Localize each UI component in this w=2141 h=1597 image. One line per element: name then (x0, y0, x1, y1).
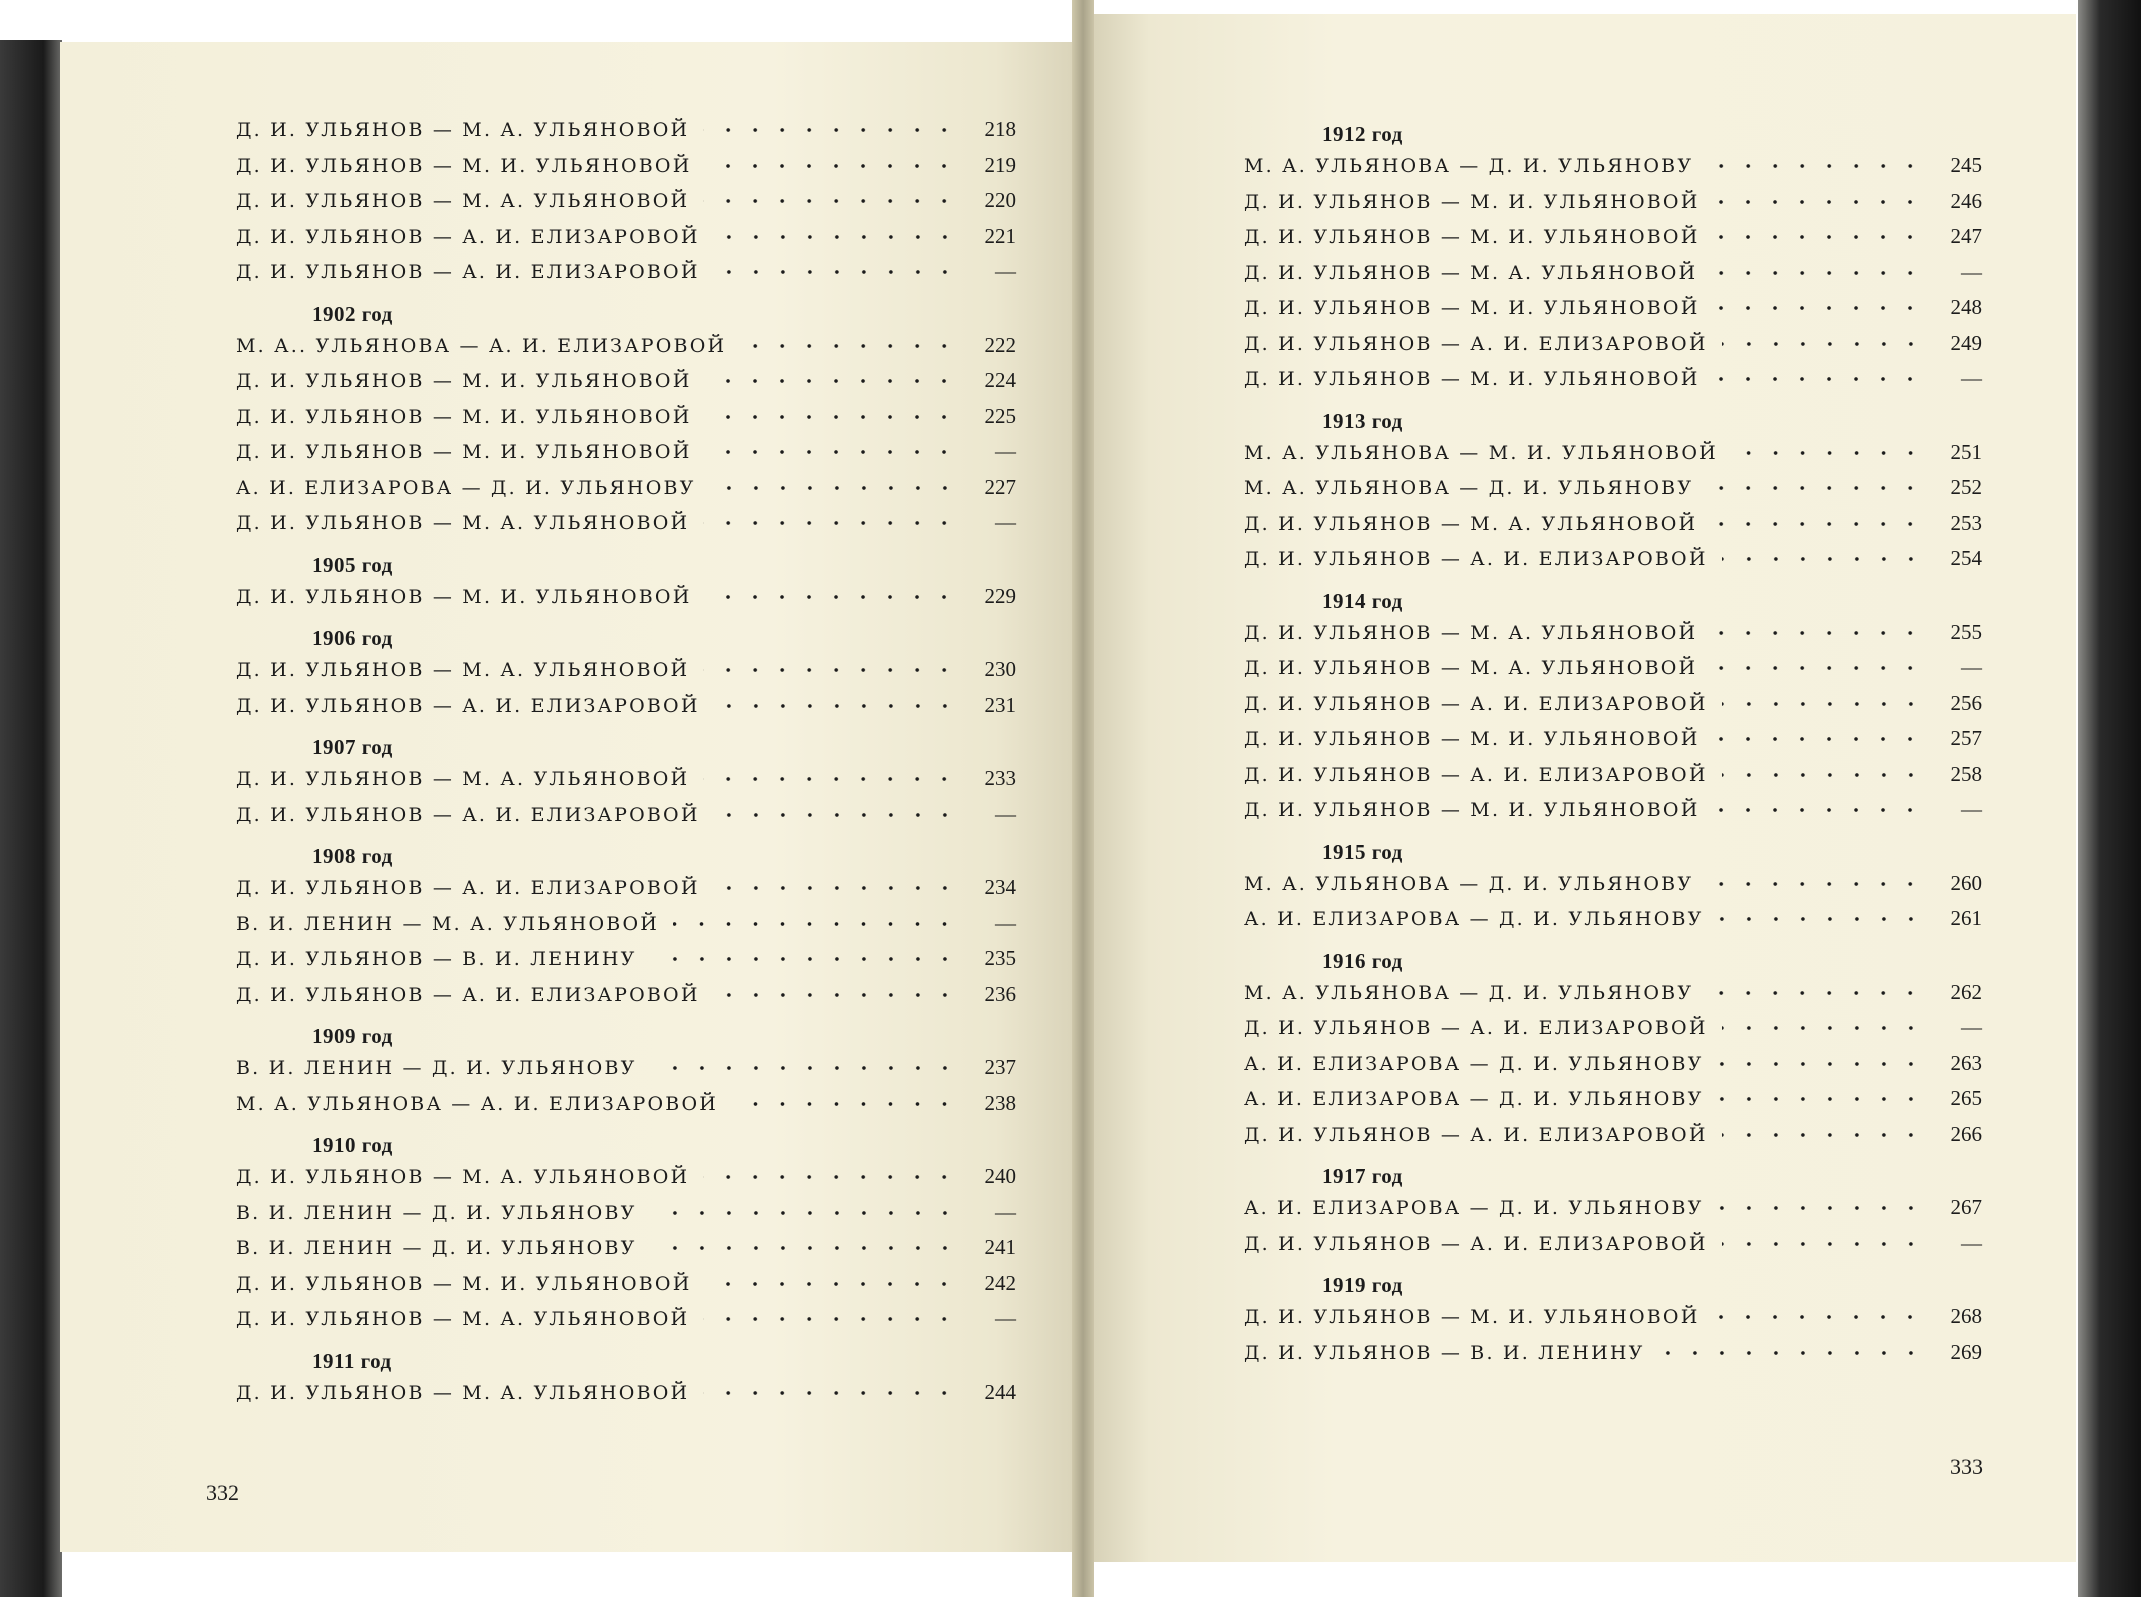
contents-entry (236, 1375, 1016, 1411)
page-ref: 269 (1950, 1339, 1982, 1364)
page-ref: 236 (984, 981, 1016, 1006)
letter-title: Д. И. УЛЬЯНОВ — М. А. УЛЬЯНОВОЙ (236, 1308, 690, 1330)
dot-leader (1722, 338, 1924, 350)
page-ref: — (1961, 1015, 1982, 1039)
dot-leader (1718, 1058, 1924, 1070)
letter-title: М. А. УЛЬЯНОВА — Д. И. УЛЬЯНОВУ (1244, 872, 1694, 895)
contents-entry (1244, 650, 1982, 686)
contents-entry (1244, 326, 1982, 362)
contents-entry (236, 399, 1016, 435)
year-section (236, 1024, 1016, 1121)
page-ref: 256 (1950, 690, 1982, 715)
contents-entry (236, 183, 1016, 219)
contents-entry (1244, 506, 1982, 542)
page-ref: — (995, 1306, 1016, 1330)
contents-entry (236, 1050, 1016, 1086)
contents-entry (1244, 290, 1982, 326)
page-ref: 255 (1950, 619, 1982, 644)
dot-leader (651, 1207, 958, 1219)
page-ref: 254 (1950, 546, 1982, 570)
contents-entry (1244, 1190, 1982, 1226)
dot-leader (651, 1242, 958, 1254)
page-ref: 221 (984, 223, 1016, 248)
page-ref: 246 (1950, 188, 1982, 213)
letter-title: Д. И. УЛЬЯНОВ — М. И. УЛЬЯНОВОЙ (236, 370, 692, 392)
year-heading: 1907 год (312, 735, 393, 759)
letter-title: А. И. ЕЛИЗАРОВА — Д. И. УЛЬЯНОВУ (1244, 1088, 1704, 1110)
page-ref: — (995, 439, 1016, 463)
page-ref: 244 (984, 1379, 1016, 1404)
page-number-right: 333 (1950, 1454, 1983, 1479)
dot-leader (705, 446, 958, 458)
contents-entry (236, 1266, 1016, 1302)
dot-leader (703, 124, 958, 136)
dot-leader (1707, 878, 1924, 890)
contents-entry (236, 1230, 1016, 1266)
contents-entry (1244, 757, 1982, 793)
page-ref: 237 (984, 1055, 1016, 1079)
letter-title: Д. И. УЛЬЯНОВ — М. И. УЛЬЯНОВОЙ (1244, 728, 1700, 750)
page-ref: — (1961, 797, 1982, 821)
year-heading: 1908 год (312, 844, 393, 868)
right-page-contents (1244, 110, 1982, 1370)
letter-title: Д. И. УЛЬЯНОВ — М. А. УЛЬЯНОВОЙ (236, 1166, 690, 1188)
year-heading: 1917 год (1322, 1164, 1403, 1188)
page-ref: 267 (1950, 1195, 1982, 1219)
year-section (236, 626, 1016, 723)
page-ref: — (995, 1199, 1016, 1224)
letter-title: Д. И. УЛЬЯНОВ — М. И. УЛЬЯНОВОЙ (236, 154, 692, 177)
page-ref: 220 (984, 188, 1016, 212)
contents-entry (236, 363, 1016, 399)
book-edge-left (0, 40, 62, 1597)
year-heading: 1909 год (312, 1024, 393, 1048)
year-section (1244, 1273, 1982, 1370)
year-heading: 1905 год (312, 552, 393, 577)
letter-title: А. И. ЕЛИЗАРОВА — Д. И. УЛЬЯНОВУ (1244, 908, 1704, 930)
contents-entry (236, 148, 1016, 184)
dot-leader (1711, 662, 1924, 674)
year-heading: 1916 год (1322, 948, 1403, 973)
contents-entry (1244, 255, 1982, 291)
letter-title: Д. И. УЛЬЯНОВ — М. А. УЛЬЯНОВОЙ (236, 119, 690, 141)
dot-leader (1707, 482, 1924, 494)
contents-entry (1244, 1046, 1982, 1082)
contents-entry (1244, 975, 1982, 1011)
dot-leader (703, 773, 958, 785)
page-ref: 245 (1950, 153, 1982, 177)
year-section (236, 735, 1016, 832)
dot-leader (1713, 1311, 1924, 1323)
contents-entry (236, 906, 1016, 942)
letter-title: Д. И. УЛЬЯНОВ — М. И. УЛЬЯНОВОЙ (1244, 297, 1700, 319)
contents-entry (1244, 148, 1982, 184)
page-ref: 249 (1950, 330, 1982, 355)
contents-entry (236, 1301, 1016, 1337)
page-number-left: 332 (206, 1480, 239, 1505)
page-ref: — (995, 259, 1016, 283)
dot-leader (1713, 804, 1924, 816)
dot-leader (1718, 1202, 1924, 1214)
year-heading: 1910 год (312, 1133, 393, 1157)
page-ref: 241 (984, 1235, 1016, 1259)
letter-title: В. И. ЛЕНИН — Д. И. УЛЬЯНОВУ (236, 1057, 637, 1079)
dot-leader (714, 266, 958, 278)
contents-entry (1244, 1117, 1982, 1153)
page-ref: 248 (1950, 295, 1982, 319)
contents-entry (1244, 615, 1982, 651)
letter-title: В. И. ЛЕНИН — М. А. УЛЬЯНОВОЙ (236, 912, 659, 935)
year-heading: 1911 год (312, 1348, 392, 1373)
page-ref: 224 (984, 368, 1016, 392)
dot-leader (1713, 733, 1924, 745)
dot-leader (703, 195, 958, 207)
letter-title: М. А. УЛЬЯНОВА — Д. И. УЛЬЯНОВУ (1244, 981, 1694, 1004)
contents-entry (236, 688, 1016, 724)
dot-leader (705, 411, 958, 423)
page-ref: 258 (1950, 761, 1982, 786)
year-heading: 1913 год (1322, 408, 1403, 433)
dot-leader (1722, 553, 1924, 565)
letter-title: Д. И. УЛЬЯНОВ — М. А. УЛЬЯНОВОЙ (1244, 621, 1698, 644)
contents-entry (236, 1159, 1016, 1195)
page-ref: 235 (984, 946, 1016, 970)
dot-leader (651, 1062, 958, 1074)
dot-leader (703, 1387, 958, 1399)
contents-entry (236, 797, 1016, 833)
contents-entry (1244, 219, 1982, 255)
year-section (1244, 840, 1982, 937)
dot-leader (703, 1313, 958, 1325)
year-section (236, 1349, 1016, 1411)
letter-title: Д. И. УЛЬЯНОВ — М. И. УЛЬЯНОВОЙ (1244, 368, 1700, 390)
letter-title: Д. И. УЛЬЯНОВ — М. И. УЛЬЯНОВОЙ (1244, 226, 1700, 248)
dot-leader (703, 517, 958, 529)
dot-leader (1722, 1022, 1924, 1034)
contents-entry (236, 328, 1016, 364)
contents-entry (1244, 901, 1982, 937)
dot-leader (1722, 769, 1924, 781)
contents-entry (1244, 541, 1982, 577)
letter-title: Д. И. УЛЬЯНОВ — А. И. ЕЛИЗАРОВОЙ (236, 983, 700, 1006)
letter-title: Д. И. УЛЬЯНОВ — М. И. УЛЬЯНОВОЙ (1244, 1306, 1700, 1328)
dot-leader (714, 700, 958, 712)
letter-title: Д. И. УЛЬЯНОВ — А. И. ЕЛИЗАРОВОЙ (236, 877, 700, 899)
letter-title: Д. И. УЛЬЯНОВ — М. И. УЛЬЯНОВОЙ (236, 1272, 692, 1295)
letter-title: Д. И. УЛЬЯНОВ — М. И. УЛЬЯНОВОЙ (236, 585, 692, 608)
contents-entry (236, 941, 1016, 977)
page-ref: 234 (984, 875, 1016, 899)
contents-entry (1244, 1226, 1982, 1262)
page-ref: 222 (984, 332, 1016, 357)
letter-title: Д. И. УЛЬЯНОВ — А. И. ЕЛИЗАРОВОЙ (1244, 1123, 1708, 1146)
dot-leader (673, 918, 958, 930)
page-ref: 229 (984, 583, 1016, 608)
letter-title: Д. И. УЛЬЯНОВ — М. А. УЛЬЯНОВОЙ (236, 659, 690, 681)
letter-title: В. И. ЛЕНИН — Д. И. УЛЬЯНОВУ (236, 1201, 637, 1224)
page-ref: — (1961, 655, 1982, 679)
page-ref: 233 (984, 766, 1016, 790)
dot-leader (1707, 987, 1924, 999)
year-section (1244, 1164, 1982, 1261)
dot-leader (1711, 627, 1924, 639)
contents-entry (236, 652, 1016, 688)
dot-leader (1711, 267, 1924, 279)
letter-title: Д. И. УЛЬЯНОВ — М. А. УЛЬЯНОВОЙ (236, 768, 690, 790)
page-ref: 238 (984, 1090, 1016, 1115)
contents-entry (236, 1195, 1016, 1231)
page-ref: 219 (984, 152, 1016, 177)
year-heading: 1919 год (1322, 1273, 1403, 1297)
page-ref: 261 (1950, 906, 1982, 930)
letter-title: М. А. УЛЬЯНОВА — М. И. УЛЬЯНОВОЙ (1244, 441, 1718, 464)
letter-title: Д. И. УЛЬЯНОВ — А. И. ЕЛИЗАРОВОЙ (1244, 332, 1708, 355)
contents-entry (1244, 361, 1982, 397)
page-ref: 260 (1950, 870, 1982, 895)
page-ref: — (1961, 1230, 1982, 1255)
page-ref: — (1961, 366, 1982, 390)
year-section (236, 1133, 1016, 1337)
contents-entry (1244, 1299, 1982, 1335)
letter-title: М. А. УЛЬЯНОВА — Д. И. УЛЬЯНОВУ (1244, 155, 1694, 177)
contents-entry (236, 219, 1016, 255)
page-ref: 225 (984, 403, 1016, 428)
year-section (1244, 589, 1982, 828)
contents-entry (236, 977, 1016, 1013)
dot-leader (1718, 1093, 1924, 1105)
letter-title: Д. И. УЛЬЯНОВ — М. А. УЛЬЯНОВОЙ (1244, 657, 1698, 679)
dot-leader (1711, 518, 1924, 530)
contents-entry (236, 761, 1016, 797)
dot-leader (705, 1278, 958, 1290)
contents-entry (236, 254, 1016, 290)
dot-leader (1713, 231, 1924, 243)
dot-leader (1718, 913, 1924, 925)
letter-title: Д. И. УЛЬЯНОВ — М. А. УЛЬЯНОВОЙ (236, 512, 690, 534)
dot-leader (1713, 302, 1924, 314)
letter-title: Д. И. УЛЬЯНОВ — В. И. ЛЕНИНУ (1244, 1341, 1645, 1364)
year-section (1244, 122, 1982, 397)
contents-entry (1244, 1010, 1982, 1046)
dot-leader (732, 1098, 958, 1110)
letter-title: М. А. УЛЬЯНОВА — А. И. ЕЛИЗАРОВОЙ (236, 1092, 719, 1115)
year-section (1244, 949, 1982, 1153)
page-ref: 231 (984, 692, 1016, 717)
page-ref: 247 (1950, 224, 1982, 248)
book-edge-right (2078, 0, 2141, 1597)
page-ref: 262 (1950, 979, 1982, 1004)
letter-title: Д. И. УЛЬЯНОВ — М. А. УЛЬЯНОВОЙ (236, 190, 690, 212)
dot-leader (703, 1171, 958, 1183)
page-ref: 265 (1950, 1086, 1982, 1110)
letter-title: М. А. УЛЬЯНОВА — Д. И. УЛЬЯНОВУ (1244, 477, 1694, 499)
year-section (1244, 409, 1982, 577)
year-heading: 1914 год (1322, 588, 1403, 613)
left-page-contents (236, 112, 1016, 1410)
letter-title: Д. И. УЛЬЯНОВ — М. А. УЛЬЯНОВОЙ (1244, 512, 1698, 535)
letter-title: Д. И. УЛЬЯНОВ — А. И. ЕЛИЗАРОВОЙ (1244, 1232, 1708, 1255)
year-heading: 1902 год (312, 301, 393, 326)
dot-leader (705, 591, 958, 603)
dot-leader (1713, 373, 1924, 385)
year-heading: 1915 год (1322, 839, 1403, 864)
contents-entry (236, 1086, 1016, 1122)
letter-title: Д. И. УЛЬЯНОВ — М. И. УЛЬЯНОВОЙ (1244, 190, 1700, 213)
letter-title: А. И. ЕЛИЗАРОВА — Д. И. УЛЬЯНОВУ (1244, 1052, 1704, 1075)
contents-entry (1244, 470, 1982, 506)
letter-title: Д. И. УЛЬЯНОВ — А. И. ЕЛИЗАРОВОЙ (236, 803, 700, 826)
contents-entry (1244, 1081, 1982, 1117)
letter-title: Д. И. УЛЬЯНОВ — А. И. ЕЛИЗАРОВОЙ (1244, 1017, 1708, 1039)
letter-title: Д. И. УЛЬЯНОВ — М. И. УЛЬЯНОВОЙ (236, 441, 692, 463)
contents-entry (1244, 1335, 1982, 1371)
page-ref: 253 (1950, 510, 1982, 535)
dot-leader (705, 160, 958, 172)
page-ref: 230 (984, 657, 1016, 681)
dot-leader (714, 231, 958, 243)
dot-leader (703, 664, 958, 676)
page-ref: 242 (984, 1270, 1016, 1295)
letter-title: Д. И. УЛЬЯНОВ — А. И. ЕЛИЗАРОВОЙ (1244, 763, 1708, 786)
year-section (236, 112, 1016, 290)
dot-leader (1713, 196, 1924, 208)
page-ref: — (995, 910, 1016, 935)
dot-leader (714, 989, 958, 1001)
contents-entry (236, 870, 1016, 906)
contents-entry (1244, 435, 1982, 471)
letter-title: Д. И. УЛЬЯНОВ — М. И. УЛЬЯНОВОЙ (236, 405, 692, 428)
contents-entry (236, 579, 1016, 615)
page-ref: — (995, 801, 1016, 826)
contents-entry (236, 505, 1016, 541)
dot-leader (1722, 698, 1924, 710)
contents-entry (236, 434, 1016, 470)
letter-title: Д. И. УЛЬЯНОВ — М. А. УЛЬЯНОВОЙ (1244, 261, 1698, 284)
dot-leader (1722, 1129, 1924, 1141)
year-section (236, 844, 1016, 1012)
contents-entry (1244, 721, 1982, 757)
contents-entry (1244, 686, 1982, 722)
dot-leader (1707, 160, 1924, 172)
letter-title: М. А.. УЛЬЯНОВА — А. И. ЕЛИЗАРОВОЙ (236, 334, 727, 357)
dot-leader (714, 882, 958, 894)
page-ref: 251 (1950, 439, 1982, 464)
page-ref: 218 (984, 117, 1016, 141)
letter-title: Д. И. УЛЬЯНОВ — М. И. УЛЬЯНОВОЙ (1244, 799, 1700, 821)
book-gutter (1072, 0, 1094, 1597)
page-ref: — (995, 510, 1016, 534)
page-ref: 263 (1950, 1050, 1982, 1075)
letter-title: Д. И. УЛЬЯНОВ — А. И. ЕЛИЗАРОВОЙ (1244, 692, 1708, 715)
dot-leader (651, 953, 958, 965)
dot-leader (1722, 1238, 1924, 1250)
year-section (236, 553, 1016, 615)
dot-leader (714, 809, 958, 821)
dot-leader (710, 482, 958, 494)
letter-title: Д. И. УЛЬЯНОВ — А. И. ЕЛИЗАРОВОЙ (236, 261, 700, 283)
page-ref: 266 (1950, 1121, 1982, 1146)
dot-leader (740, 340, 958, 352)
dot-leader (705, 375, 958, 387)
letter-title: Д. И. УЛЬЯНОВ — М. А. УЛЬЯНОВОЙ (236, 1381, 690, 1404)
year-section (236, 302, 1016, 541)
letter-title: Д. И. УЛЬЯНОВ — В. И. ЛЕНИНУ (236, 948, 637, 970)
year-heading: 1906 год (312, 626, 393, 650)
dot-leader (1732, 447, 1924, 459)
page-ref: 252 (1950, 475, 1982, 499)
letter-title: Д. И. УЛЬЯНОВ — А. И. ЕЛИЗАРОВОЙ (236, 694, 700, 717)
dot-leader (1659, 1347, 1924, 1359)
letter-title: Д. И. УЛЬЯНОВ — А. И. ЕЛИЗАРОВОЙ (1244, 548, 1708, 570)
contents-entry (236, 112, 1016, 148)
letter-title: В. И. ЛЕНИН — Д. И. УЛЬЯНОВУ (236, 1237, 637, 1259)
contents-entry (236, 470, 1016, 506)
contents-entry (1244, 184, 1982, 220)
page-ref: 227 (984, 474, 1016, 499)
page-ref: 240 (984, 1164, 1016, 1188)
contents-entry (1244, 866, 1982, 902)
letter-title: Д. И. УЛЬЯНОВ — А. И. ЕЛИЗАРОВОЙ (236, 225, 700, 248)
contents-entry (1244, 792, 1982, 828)
page-ref: 257 (1950, 726, 1982, 750)
letter-title: А. И. ЕЛИЗАРОВА — Д. И. УЛЬЯНОВУ (236, 476, 696, 499)
letter-title: А. И. ЕЛИЗАРОВА — Д. И. УЛЬЯНОВУ (1244, 1197, 1704, 1219)
page-ref: 268 (1950, 1304, 1982, 1328)
page-ref: — (1961, 259, 1982, 284)
year-heading: 1912 год (1322, 122, 1403, 146)
